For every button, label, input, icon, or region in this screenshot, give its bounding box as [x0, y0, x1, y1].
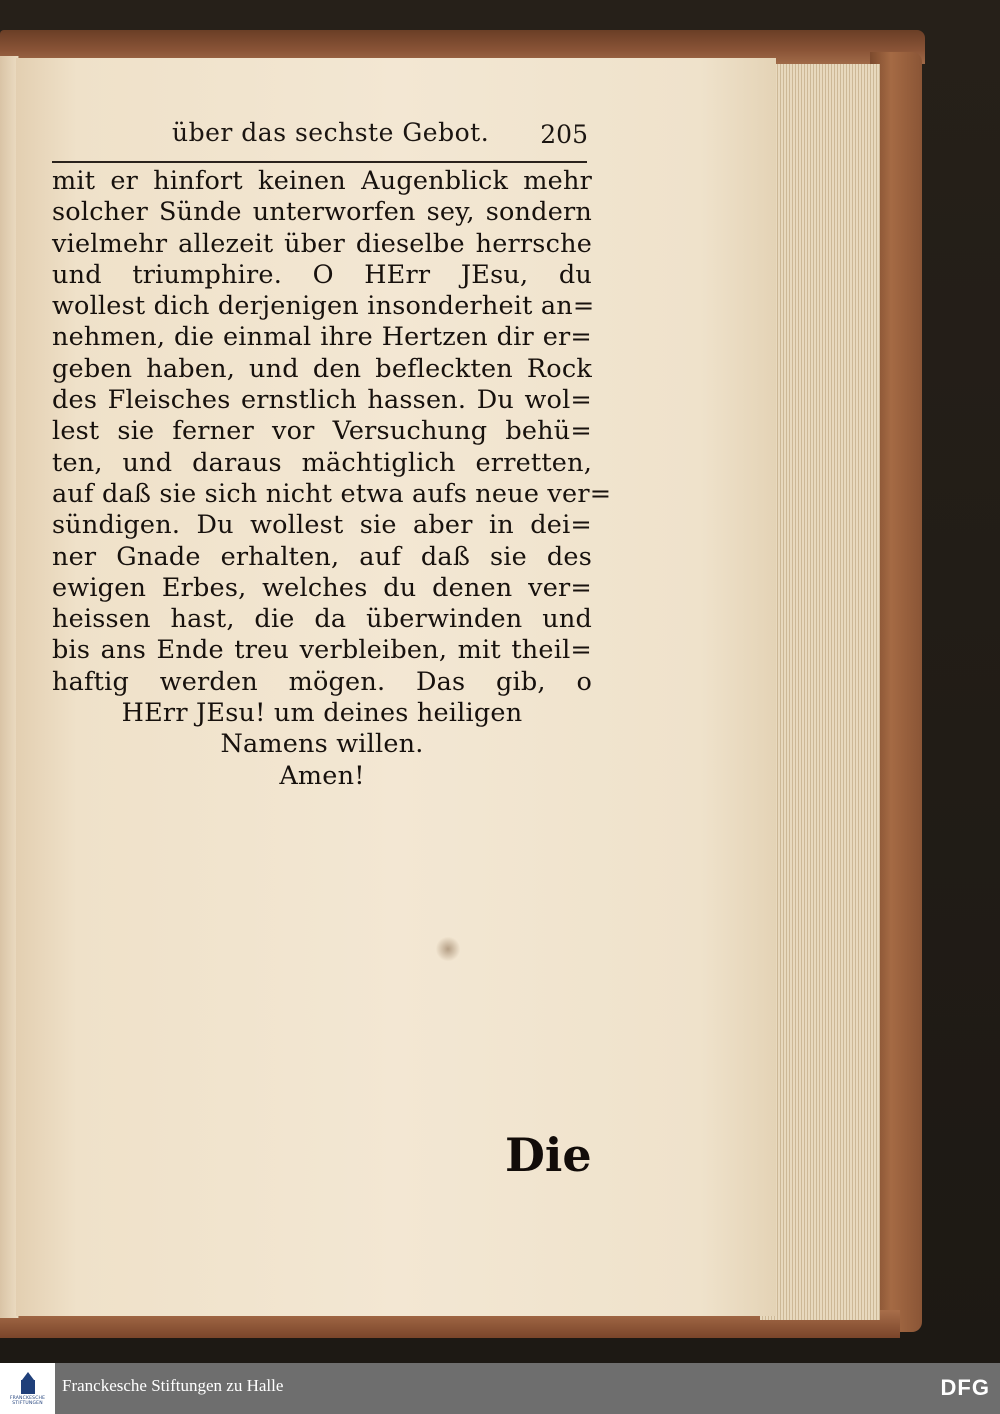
- centered-line: Amen!: [279, 760, 365, 791]
- text-line: nehmen, die einmal ihre Hertzen dir er=: [52, 322, 592, 353]
- text-line: ewigen Erbes, welches du denen ver=: [52, 572, 592, 603]
- page-number: 205: [540, 120, 588, 149]
- text-line: solcher Sünde unterworfen sey, sondern: [52, 197, 592, 228]
- page-edges: [760, 64, 880, 1320]
- text-line: heissen hast, die da überwinden und: [52, 604, 592, 635]
- page-header: [52, 118, 588, 158]
- text-line: haftig werden mögen. Das gib, o: [52, 666, 592, 697]
- text-line: bis ans Ende treu verbleiben, mit theil=: [52, 635, 592, 666]
- catchword: Die: [505, 1128, 592, 1182]
- text-line: auf daß sie sich nicht etwa aufs neue ver=: [52, 478, 612, 509]
- text-line: wollest dich derjenigen insonderheit an=: [52, 291, 595, 322]
- text-line: geben haben, und den befleckten Rock: [52, 353, 592, 384]
- text-line: lest sie ferner vor Versuchung behü=: [52, 416, 592, 447]
- centered-line: Namens willen.: [220, 729, 424, 760]
- dfg-logo[interactable]: DFG: [940, 1375, 990, 1400]
- building-icon: [17, 1372, 39, 1396]
- text-line: vielmehr allezeit über dieselbe herrsche: [52, 228, 592, 259]
- centered-line: HErr JEsu! um deines heiligen: [121, 698, 523, 729]
- paper-stain: [436, 936, 460, 962]
- franckesche-logo[interactable]: [0, 1363, 55, 1414]
- text-line: ner Gnade erhalten, auf daß sie des: [52, 541, 592, 572]
- text-line: sündigen. Du wollest sie aber in dei=: [52, 510, 592, 541]
- header-rule: [52, 161, 587, 163]
- text-line: und triumphire. O HErr JEsu, du: [52, 259, 592, 290]
- text-line: mit er hinfort keinen Augenblick mehr: [52, 166, 592, 196]
- body-text: [52, 166, 612, 792]
- logo-text: FRANCKESCHE STIFTUNGEN: [9, 1395, 46, 1406]
- running-head: über das sechste Gebot.: [172, 118, 490, 147]
- viewer-footer: [0, 1363, 1000, 1414]
- text-line: des Fleisches ernstlich hassen. Du wol=: [52, 385, 592, 416]
- text-line: ten, und daraus mächtiglich erretten,: [52, 447, 592, 478]
- footer-title[interactable]: Franckesche Stiftungen zu Halle: [62, 1376, 284, 1395]
